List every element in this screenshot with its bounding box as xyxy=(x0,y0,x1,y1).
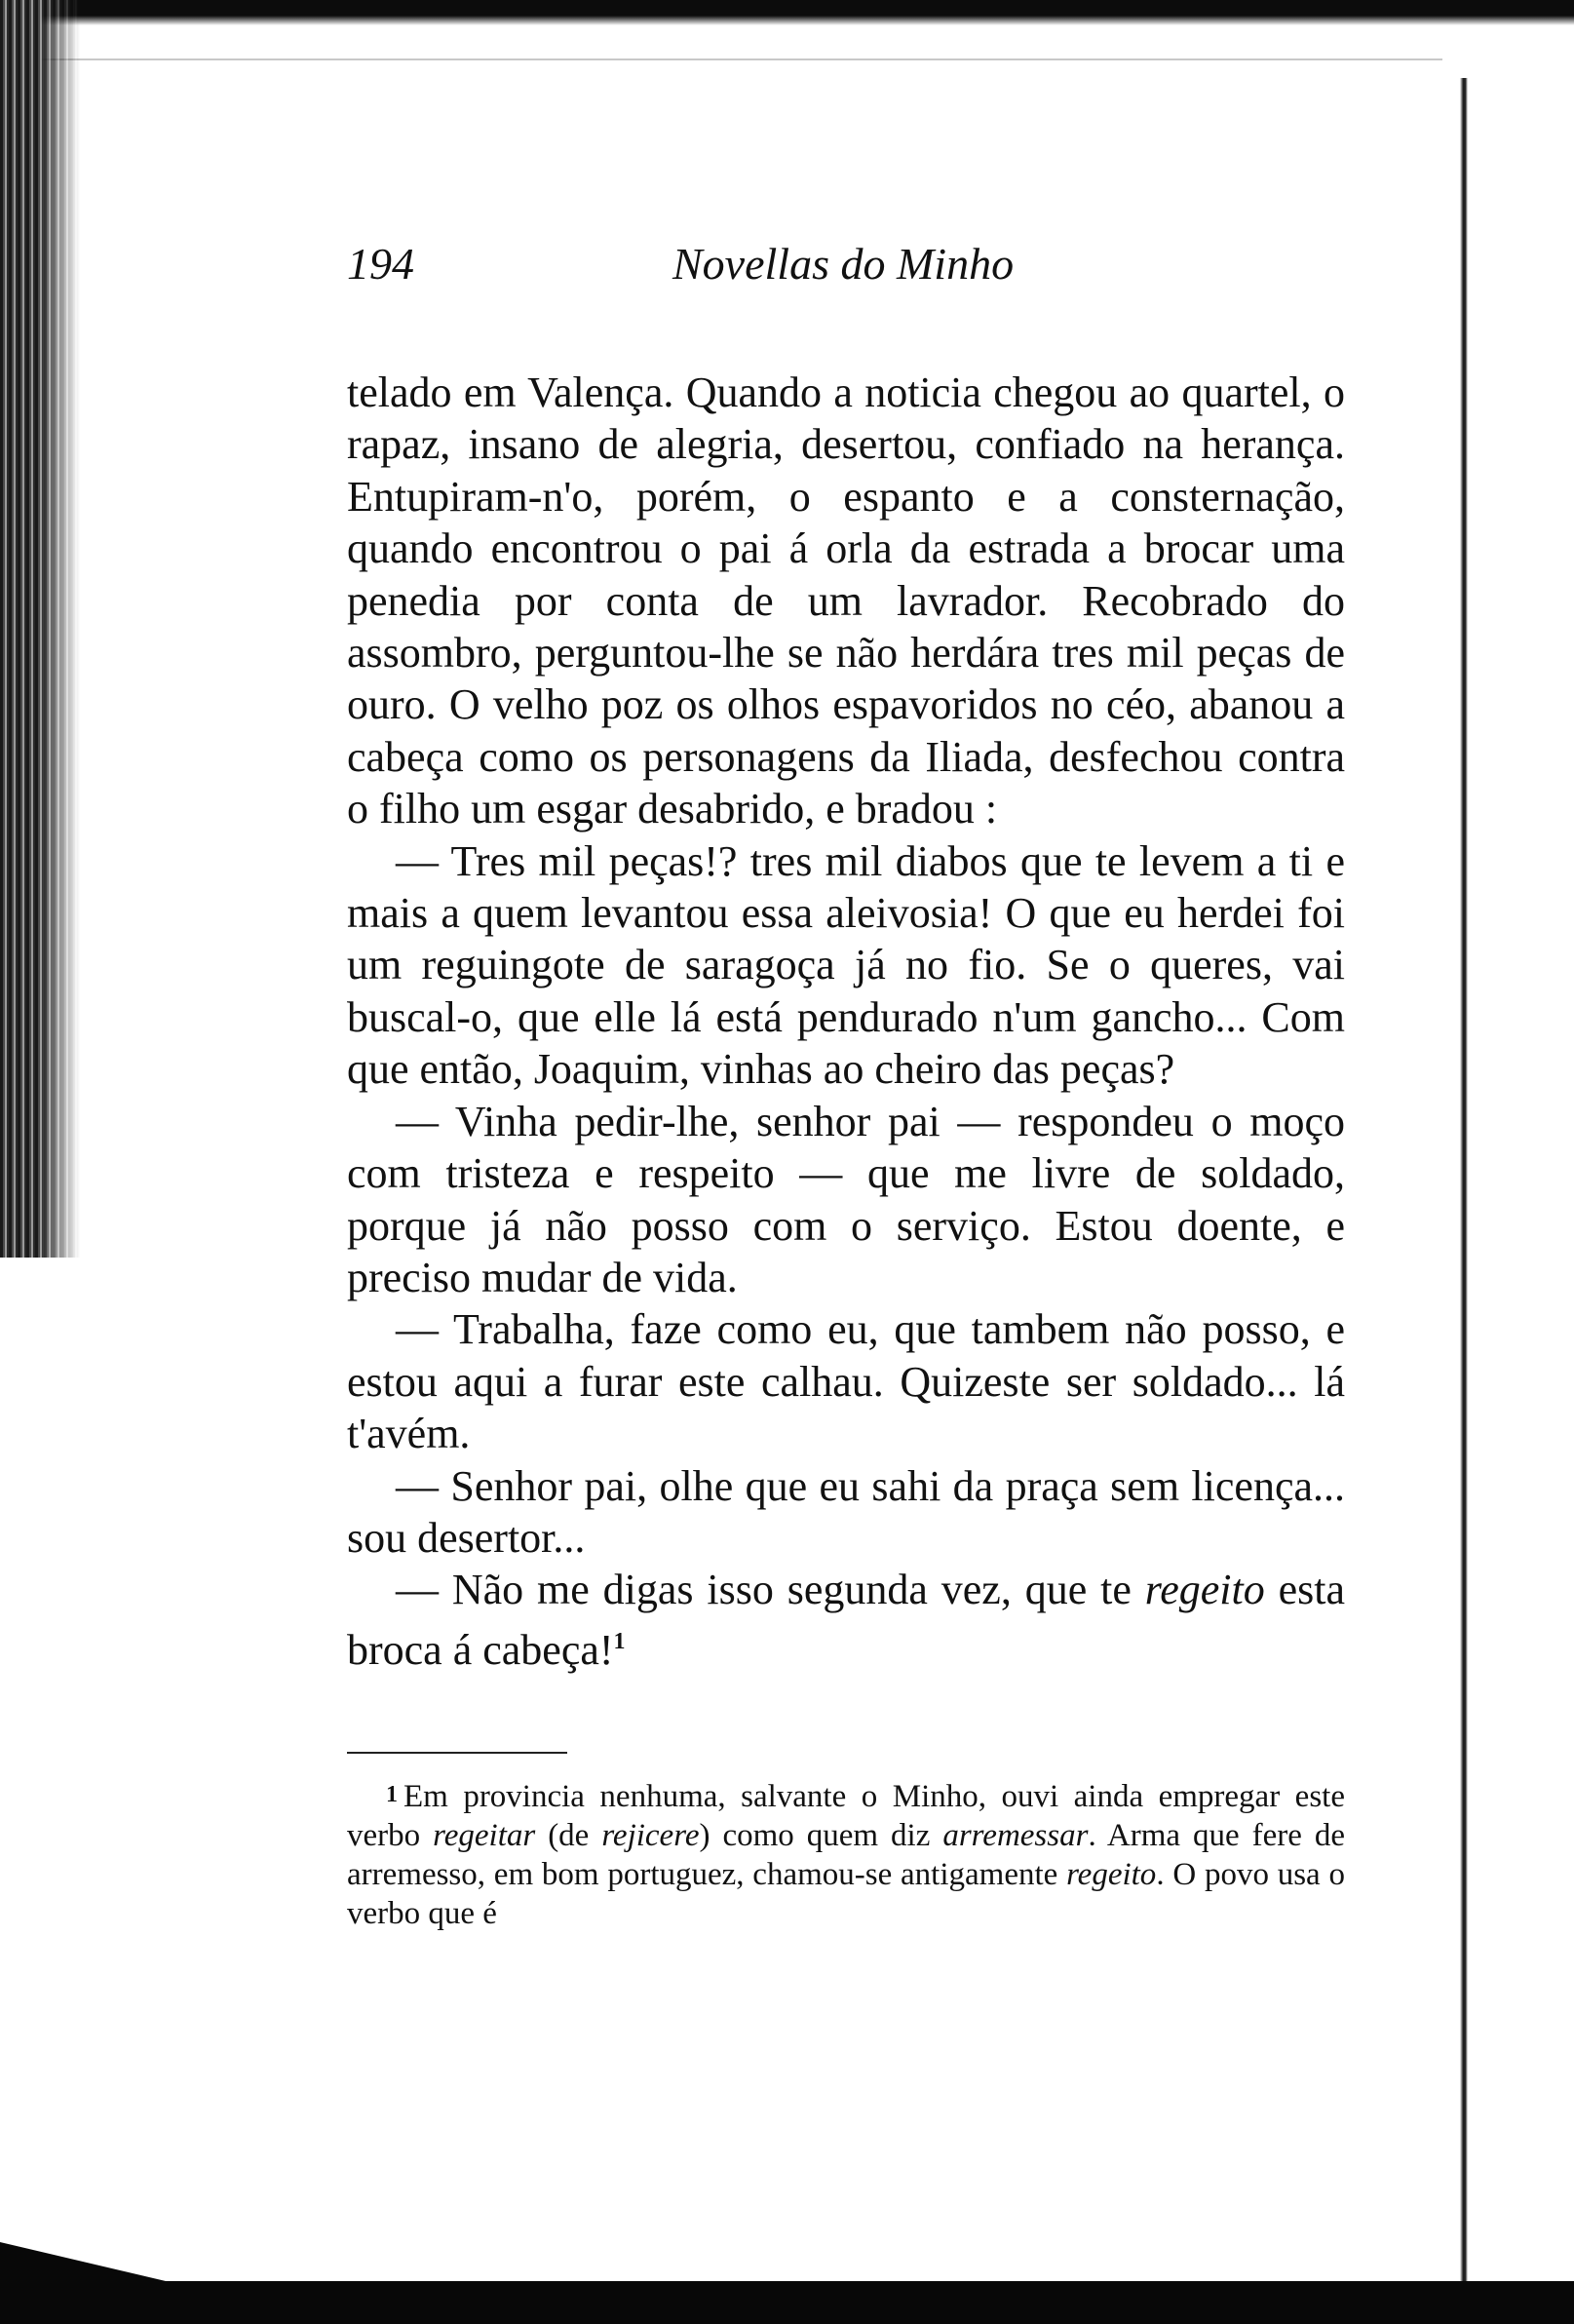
dialogue-paragraph: — Vinha pedir-lhe, senhor pai — respondeu o moço com tristeza e respeito — que me livre de soldado, porque já não posso com o serviço. Estou doente, e preciso mudar de vida. xyxy=(347,1097,1345,1301)
footnote xyxy=(347,1775,1345,1933)
text-run: . O povo usa o verbo que é xyxy=(347,1857,1345,1932)
footnote-reference[interactable]: 1 xyxy=(613,1628,626,1654)
scan-edge-top xyxy=(19,0,1574,25)
running-head xyxy=(347,226,1345,292)
italic-word: regeitar xyxy=(433,1818,536,1854)
italic-word: arremessar xyxy=(942,1818,1089,1854)
italic-word: rejicere xyxy=(601,1818,700,1854)
dialogue-paragraph: — Senhor pai, olhe que eu sahi da praça sem licença... sou desertor... xyxy=(347,1461,1345,1562)
dialogue-paragraph: — Trabalha, faze como eu, que tambem não posso, e estou aqui a furar este calhau. Quizeste ser soldado... lá t'avém. xyxy=(347,1305,1345,1458)
text-run: . Arma que fere de arremesso, em bom portuguez, chamou-se antigamente xyxy=(347,1818,1346,1893)
scan-rule-top xyxy=(39,58,1442,60)
text-run: (de xyxy=(535,1818,602,1854)
text-run: — Não me digas isso segunda vez, que te xyxy=(396,1566,1145,1614)
text-run: Em provincia nenhuma, salvante o Minho, ouvi ainda empregar este verbo xyxy=(347,1779,1345,1854)
footnote-marker: 1 xyxy=(386,1782,398,1808)
book-title: Novellas do Minho xyxy=(672,239,1015,289)
book-page xyxy=(347,226,1345,1965)
text-run: ) como quem diz xyxy=(699,1818,943,1854)
paragraph: telado em Valença. Quando a noticia chegou ao quartel, o rapaz, insano de alegria, desertou, confiado na herança. Entupiram-n'o, porém, o espanto e a consternação, quando encontrou o pai á orla da estrada a brocar uma penedia por conta de um lavrador. Recobrado do assombro, perguntou-lhe se não herdára tres mil peças de ouro. O velho poz os olhos espavoridos no céo, abanou a cabeça como os personagens da Iliada, desfechou contra o filho um esgar desabrido, e bradou : xyxy=(347,368,1345,833)
body-text xyxy=(347,367,1345,1676)
footnote-divider xyxy=(347,1752,567,1754)
italic-word: regeito xyxy=(1066,1857,1157,1893)
scan-edge-bottom xyxy=(0,2281,1574,2324)
dialogue-paragraph xyxy=(347,1564,1345,1676)
scan-edge-right xyxy=(1460,78,1468,2281)
scan-edge-bottom-taper xyxy=(0,2242,166,2281)
page-number: 194 xyxy=(347,239,414,289)
dialogue-paragraph: — Tres mil peças!? tres mil diabos que te levem a ti e mais a quem levantou essa aleivosia! O que eu herdei foi um reguingote de saragoça já no fio. Se o queres, vai buscal-o, que elle lá está pendurado n'um gancho... Com que então, Joaquim, vinhas ao cheiro das peças? xyxy=(347,836,1345,1094)
scan-edge-left xyxy=(0,0,80,1258)
text-run: esta broca á cabeça! xyxy=(347,1566,1346,1674)
italic-word: regeito xyxy=(1144,1566,1265,1614)
